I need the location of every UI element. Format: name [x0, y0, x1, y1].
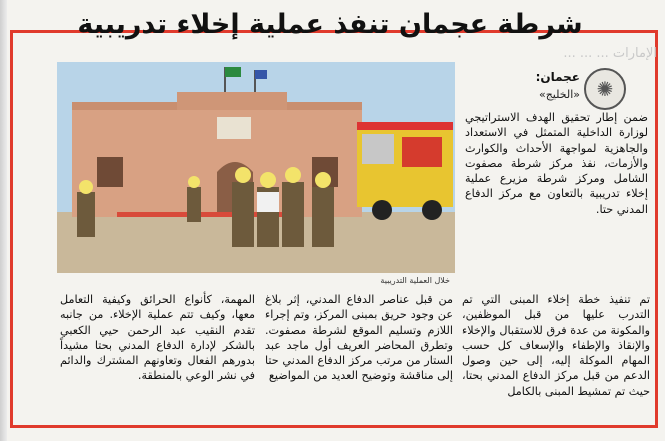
- article-column-bottom-middle: من قبل عناصر الدفاع المدني، إثر بلاغ عن وجود حريق بمبنى المركز، وتم إجراء اللازم وتسليم الموقع لشرطة مصفوت. وتطرق المحاضر العريف أول ماجد عبد الستار من مرتب مركز الدفاع المدني حتا إلى مناقشة وتوضيح العديد من المواضيع: [265, 293, 453, 383]
- page-edge-shadow: [0, 0, 7, 441]
- article-column-top: ضمن إطار تحقيق الهدف الاستراتيجي لوزارة الداخلية المتمثل في الاستعداد والجاهزية لمواجهة الأحداث والكوارث والأزمات، نفذ مركز شرطة مصفوت الشامل ومركز شرطة مزيرع عملية إخلاء تدريبية بالتعاون مع مركز الدفاع المدني حتا.: [465, 111, 648, 216]
- article-column-bottom-right: تم تنفيذ خطة إخلاء المبنى التي تم التدرب عليها من قبل الموظفين، والمكونة من عدة فرق للاستقبال والإخلاء والإنقاذ والإطفاء والإسعاف كل حسب المهام الموكلة إليه، إلى حين وصول الدعم من قبل مركز الدفاع المدني بحتا، حيث تم تمشيط المبنى بالكامل: [462, 293, 650, 398]
- dateline: عجمان:: [535, 70, 580, 84]
- bleed-through-text: الإمارات ... ... ...: [563, 46, 657, 60]
- article-headline: شرطة عجمان تنفذ عملية إخلاء تدريبية: [77, 9, 583, 40]
- article-column-bottom-left: المهمة، كأنواع الحرائق وكيفية التعامل معها، وكيف تتم عملية الإخلاء. من جانبه تقدم النقيب عبد الرحمن حيي الكعبي بالشكر لإدارة الدفاع المدني بحتا مشيداً بدورهم الفعال وتعاونهم المشترك والدائم في نشر الوعي بالمنطقة.: [60, 293, 255, 383]
- source-credit: «الخليج»: [538, 88, 580, 101]
- newspaper-logo-icon: ✺: [584, 68, 626, 110]
- article-photo: [57, 62, 455, 273]
- photo-caption: خلال العملية التدريبية: [380, 276, 450, 285]
